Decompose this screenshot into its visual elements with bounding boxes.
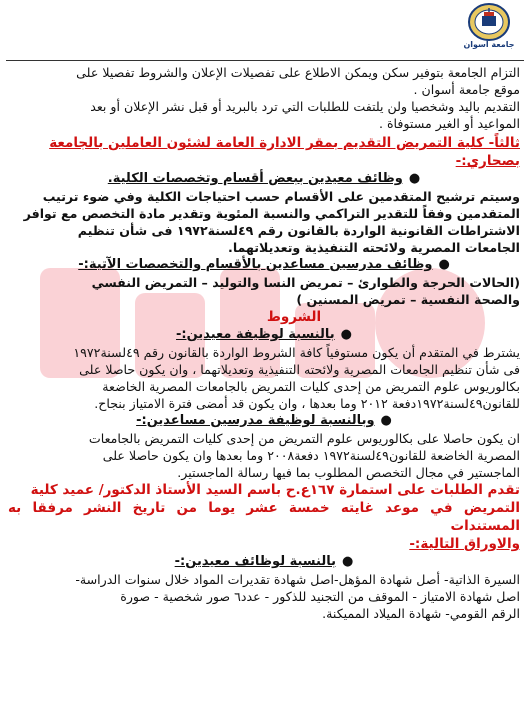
text-line: الجامعات المصرية ولائحته التنفيذية وتعديلاتهما. [228,240,520,255]
text-line: موقع جامعة أسوان . [413,82,520,97]
text-line: اصل شهادة الامتياز - الموقف من التجنيد للذكور - عدد٦ صور شخصية - صورة [120,589,520,604]
bullet-heading: ●بالنسبة لوظيفة معيدين:- [176,327,352,342]
university-name: جامعة أسوان [463,40,515,49]
section-title-cont: بصحاري:- [455,153,520,169]
text-line: المتقدمين وفقاً للتقدير التراكمي والنسبة المئوية وتقدير مادة التخصص مع توافر [23,206,520,221]
bullet-icon: ● [341,554,354,569]
text-line: التقديم باليد وشخصيا ولن يلتفت للطلبات التي ترد بالبريد أو قبل نشر الإعلان أو بعد [90,99,520,114]
text-line: للقانون٤٩لسنة١٩٧٢دفعة ٢٠١٢ وما بعدها ، وان يكون قد أمضى فترة الامتياز بنجاح. [94,396,520,411]
text-line: وسيتم ترشيح المتقدمين على الأقسام حسب احتياجات الكلية وفي ضوء ترتيب [42,189,520,204]
conditions-title: الشروط [266,309,322,325]
university-logo [454,2,524,54]
submission-notice: تقدم الطلبات على استمارة ١٦٧ع.ح باسم السيد الأستاذ الدكتور/ عميد كلية [30,482,520,498]
text-line: السيرة الذاتية- أصل شهادة المؤهل-اصل شهادة تقديرات المواد خلال سنوات الدراسة- [75,572,520,587]
text-line: المواعيد أو الغير مستوفاة . [378,116,520,131]
document-body [8,64,520,622]
page-header [0,0,530,62]
text-line: بكالوريوس علوم التمريض من إحدى كليات التمريض بالجامعات المصرية الخاضعة [102,379,520,394]
section-title: ثالثاً- كلية التمريض التقديم بمقر الادارة العامة لشئون العاملين بالجامعة [49,135,520,151]
bullet-heading: ●وظائف مدرسين مساعدين بالأقسام والتخصصات الآتية:- [78,257,450,272]
bullet-heading: ●وبالنسبة لوظيفة مدرسين مساعدين:- [136,413,392,428]
text-line: الاشتراطات القانونية الواردة بالقانون رقم ٤٩لسنة١٩٧٢ فى شأن تنظيم [77,223,520,238]
text-line: الماجستير في مجال التخصص المطلوب بما فيها رسالة الماجستير. [177,465,520,480]
text-line: فى شأن تنظيم الجامعات المصرية ولائحته التنفيذية وتعديلاتهما ، وان يكون حاصلا على [79,362,520,377]
text-line: الرقم القومي- شهادة الميلاد المميكنة. [322,606,520,621]
text-line: التزام الجامعة بتوفير سكن ويمكن الاطلاع على تفصيلات الإعلان والشروط تفصيلا على [76,65,520,80]
bullet-heading: ●وظائف معيدين ببعض أقسام وتخصصات الكلية. [107,171,421,186]
bullet-icon: ● [408,171,421,186]
bullet-icon: ● [438,257,450,272]
text-line: المصرية الخاضعة للقانون٤٩لسنة١٩٧٢ دفعة٢٠٠٨ وما بعدها وان يكون حاصلا على [102,448,520,463]
bullet-icon: ● [380,413,392,428]
aswan-university-emblem-icon [467,2,511,42]
bullet-heading: ●بالنسبة لوظائف معيدين:- [174,554,354,569]
submission-notice: التمريض في موعد غايته خمسة عشر يوما من تاريخ النشر مرفقا به المستندات [8,500,520,534]
header-divider [6,60,524,61]
text-line: يشترط في المتقدم أن يكون مستوفياً كافة الشروط الواردة بالقانون رقم ٤٩لسنة١٩٧٢ [73,345,520,360]
text-line: والصحة النفسية – تمريض المسنين ) [296,292,520,307]
text-line: (الحالات الحرجة والطوارئ – تمريض النسا والتوليد – التمريض النفسي [91,275,520,290]
bullet-icon: ● [340,327,352,342]
submission-notice: والاوراق التالية:- [409,536,520,552]
text-line: ان يكون حاصلا على بكالوريوس علوم التمريض من إحدى كليات التمريض بالجامعات [88,431,520,446]
